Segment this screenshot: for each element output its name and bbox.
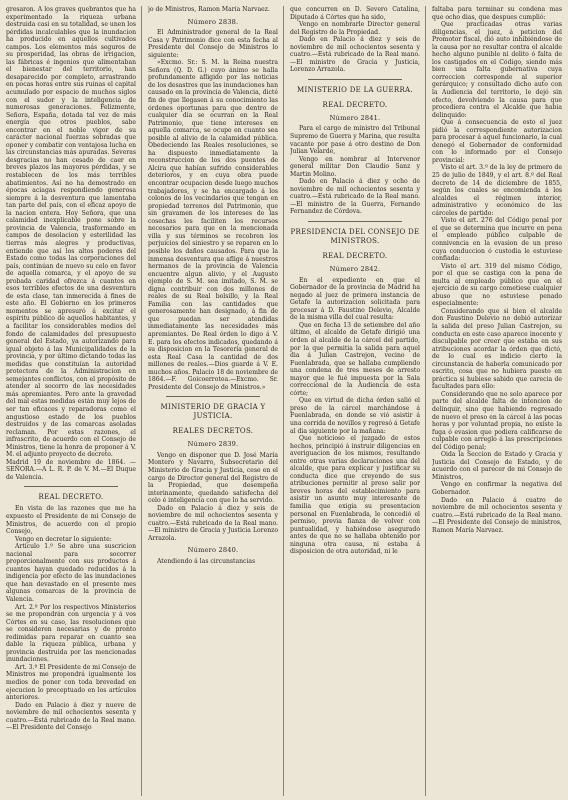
paragraph: Considerando que no solo aparece por parte del alcalde falta de intencion de delinquir, sino que habiendo regresado de nuevo el preso en la cárcel á las pocas horas y por voluntad propia, no existe la fuga ó evasion que podiera calificarse de culpable con arreglo á las prescripciones del Código penal; [432, 390, 562, 451]
paragraph: El Administrador general de la Real Casa y Patrimonio dice con esta fecha al Presidente del Consejo de Ministros lo siguiente: [148, 29, 278, 59]
section-heading: REAL DECRETO. [38, 493, 104, 502]
paragraph: Que noticioso el juzgado de estos hechos, principió á instruir diligencias en averiguacion de los mismos, resultando entre otras varias declaraciones una del alcalde, que para explicar y justificar su conducta dice que creyendo de sus atribuciones permitir al preso salir por breves horas del establecimiento para asistir un asunto muy interesante de familia que exigia su presentacion personal en Fuenlabrada, le concedió el permiso, previa fianza de volver con puntualidad, y habiéndose asegurado antes de que no se hallaba obtenido por ninguna otra causa, ni estaba á disposicion de otra autoridad, ni le [290, 435, 420, 556]
paragraph: Visto el art. 3.º de la ley de primero de 25 de julio de 1849, y el art. 8.º del Real decreto de 14 de diciembre de 1855, según los cuales se encomienda á los alcaldes el régimen interior, administrativo y económico de las cárceles de partido: [432, 164, 562, 217]
paragraph: Que á consecuencia de esto el juez pidió la correspondiente autorizacion para procesar á aquel funcionario, la cual denegó el Gobernador de conformidad con lo informado por el Consejo provincial: [432, 119, 562, 164]
column-1 [6, 6, 142, 796]
section-heading: REAL DECRETO. [322, 100, 388, 109]
paragraph: Dado en Palacio á diez y seis de noviembre de mil ochocientos sesenta y cuatro.—Está rubricado de la Real mano.—El ministro de Gracia y Justicia Lorenzo Arrazola. [148, 504, 278, 542]
paragraph: Que en virtud de dicha órden salió el preso de la cárcel marchándose á Fuenlabrada, en donde se vió asistir á una corrida de novillos y regresó á Getafe al dia siguiente por la mañana: [290, 397, 420, 435]
paragraph: Art. 2.º Por los respectivos Ministerios se me propondrán con urgencia y á vos Córtes en su caso, las resoluciones que se consideren necesarias y de pronto redimidas para reparar en cuanto sea dable la riqueza pública, urbana y provincia destruida por las mencionadas inundaciones. [6, 603, 136, 664]
column-2 [148, 6, 284, 796]
paragraph: jo de Ministros, Ramon María Narvaez. [148, 6, 270, 13]
paragraph: En vista de las razones que me ha expuesto el Presidente de mi Consejo de Ministros, de acuerdo con el propio Consejo, [6, 505, 136, 536]
section-divider [24, 486, 118, 487]
paragraph: Considerando que si bien el alcalde don Faustino Delevio no debió autorizar la salida del preso Julian Castrejon, su conducta en este caso aparece inocente y disculpable por creer que estaba en sus atribuciones acordar la órden que dictó, de lo cual es indicio cierto la circunstancia de haberla comunicado por escrito, cosa que no hubiera puesto en práctica si hubiese sabido que carecia de facultades para ello: [432, 307, 562, 391]
column-4 [432, 6, 562, 796]
decree-number: Número 2842. [329, 265, 381, 274]
paragraph: «Excmo. Sr.: S. M. la Reina nuestra Señora (Q. D. G.) cuyo ánimo se halla profundamente afligido por las noticias de los desastres que las inundaciones han causado en la provincia de Valencia, dicté fin de que llegasen á su conocimiento las órdenes oportunas para que dentro de cualquier día se ocurran en la Real Patrimonio, que tiene intereses en aquella comarca, se ocupe en cuanto sea posible al alivio de la calamidad pública. Obedeciendo las Reales resoluciones, se ha dispuesto inmediatamente la reconstruccion de los dos puentes de Alcira que habían sufrido considerables deterioros, y en cuya obra puede encontrar ocupacion desde luego muchos trabajadores, y se ha encargado á los colonos de los vecindarios que tengan en propiedad terrenos del Patrimonio, que sin gravamen de los intereses de las cosechas les faciliten los recursos necesarios para que en la mencionada villa y sus términos se recobren los perjuicios del siniestro y se reparen en lo posible los daños causados. Para que la inmensa desventura que aflige á nuestros hermanos de la provincia de Valencia encuentre algun alivio, y el Augusto ejemplo de S. M. sea imitado, S. M. se digna contribuir con dos millones de reales de su Real bolsillo, y la Real Familia con las cantidades que generosamente han designado, á fin de que puedan ser atendidas inmediatamente las necesidades más apremiantes. De Real órden lo digo á V. E. para los efectos indicados, quedando á su disposicion en la Tesorería general de esta Real Casa la cantidad de dos millones de reales.—Dios guarde á V. E. muchos años. Palacio 18 de noviembre de 1864.—F. Goicoerrotea.—Excmo. Sr. Presidente del Consejo de Ministros.» [148, 59, 278, 391]
paragraph: Visto el art. 319 del mismo Código, por el que se castiga con la pena de multa al empleado público que en el ejercicio de su cargo cometiese cualquier abuso que no estuviese penado especialmente: [432, 262, 562, 308]
paragraph: que concurren en D. Severo Catalina, Diputado á Córtes que ha sido, [290, 6, 420, 21]
ministry-heading: PRESIDENCIA DEL CONSEJO DE MINISTROS. [290, 228, 420, 246]
paragraph: Artículo 1.º Se abre una suscricion nacional para socorrer proporcionalmente con sus productos á cuantos hayan quedado reducidos á la indigencia por efecto de las inundaciones que han devastado en el presente mes algunas comarcas de la provincia de Valencia. [6, 543, 136, 604]
paragraph: Vengo en confirmar la negativa del Gobernador. [432, 481, 562, 496]
paragraph: En el expediente en que el Gobernador de la provincia de Madrid ha negado al juez de primera instancia de Getafe la autorizacion solicitada para procesar á D. Faustino Delevio, Alcalde de la misma villa del cual resulta: [290, 276, 420, 322]
paragraph: Vengo en nombrarle Director general del Registro de la Propiedad. [290, 21, 420, 36]
ministry-heading: MINISTERIO DE LA GUERRA. [297, 85, 413, 94]
paragraph: Oida la Seccion de Estado y Gracia y Justicia del Consejo de Estado, y de acuerdo con el parecer de mi Consejo de Ministros, [432, 451, 562, 481]
section-heading: REALES DECRETOS. [172, 427, 254, 436]
paragraph: gresaron. A los graves quebrantos que ha experimentado la riqueza urbana destruida casi en su totalidad, se unen los pérdidas incalculables que la inundacion ha producido en aquellos cultivados campos. Los elementos más seguros de su prosperidad, las obras de irrigacion, las fábricas é ingenios que alimentaban el bienestar del territorio, han desaparecido por completo, arrastrando en pocas horas entre sus ruinas el capital acumulado por espacio de muchos siglos con el sudor y la inteligencia de numerosas generaciones. Felizmente, Señora, España, dotada tal vez de más energía que otros pueblos, sabe encontrar en el noble vigor de su carácter nacional fuerzas sobradas que oponer y combatir con ventajosa lucha en las circunstancias más apuradas. Severas desgracias no han cesado de caer en breves plazos las mayores pérdidas, y se restablecen de los más terribles abatimientos. Así no ha demostrado en épocas aciagas respondiendo generosa siempre á la desventura que lamentaba tan parte del país, con el eficaz apoyo de la nacion entera. Hoy Señora, que una calamidad inexplicable pone sobre la provincia de Valencia, trasformando en campos de desolacion y esterilidad las tierras más alegres y productivas, entiende que así los altos poderes del Estado como todas las corporaciones del país, continúan de nuevo su celo en favor de aquella comarca, y el apoyo de su probada caridad ofrezca á cuantos en esos terribles efectos de una desventura de esta clase, tan inmerecida á fines de este año. El Gobierno en los primeros momentos se apresuró á excitar el espíritu público de aquellos habitantes, y a facilitar los considerables medios del fondo de calamidades del presupuesto general del Estado, ya autorizando para igual objeto á las Municipalidades de la provincia, y por último dictando todas las medidas que constituían la autoridad protectora de la Administracion en semejantes conflictos, con el propósito de atender al socorro de las necesidades más apremiantes. Pero ante la gravedad del mal estas medidas están muy lejos de ser tan eficaces y reparadoras como el angustioso estado de los pueblos destruidos y de las comarcas asoladas reclaman. Por estas razones, el infrascrito, de acuerdo con el Consejo de Ministros, tiene la honra de proponer á V. M. el adjunto proyecto de decreto. [6, 6, 136, 459]
paragraph: Dado en Palacio á diez y seis de noviembre de mil ochocientos sesenta y cuatro.—Está rubricado de la Real mano.—El ministro de Gracia y Justicia, Lorenzo Arrazola. [290, 36, 420, 74]
section-heading: REAL DECRETO. [322, 252, 388, 261]
paragraph: Visto el art. 276 del Código penal por el que se determina que incurre en pena el empleado público culpable de connivencia en la evasion de un preso cuya conduccion ó custodia le estuviese confiada: [432, 217, 562, 263]
decree-number: Número 2841. [329, 113, 381, 122]
paragraph: Para el cargo de ministro del Tribunal Supremo de Guerra y Marina, que resulta vacante por pase á otro destino de Don Julian Velarde, [290, 125, 420, 156]
paragraph: Vengo en nombrar al Intervenor general militar Don Claudio Sanz y Martin Molino. [290, 155, 420, 178]
decree-number: Número 2840. [187, 546, 239, 555]
paragraph: Dado en Palacio á diez y nueve de noviembre de mil ochocientos sesenta y cuatro.—Está rubricado de la Real mano.—El Presidente del Consejo [6, 701, 136, 732]
section-divider [166, 396, 260, 397]
decree-number: Número 2838. [187, 17, 239, 26]
column-3 [290, 6, 426, 796]
decree-number: Número 2839. [187, 440, 239, 449]
section-divider [308, 221, 402, 222]
paragraph: Art. 3.º El Presidente de mi Consejo de Ministros me propondrá igualmente los medios de poner con toda brevedad en ejecucion lo preceptuado en los artículos anteriores. [6, 663, 136, 702]
paragraph: Dado en Palacio á diez y ocho de noviembre de mil ochocientos sesenta y cuatro.—Está rubricado de la Real mano.—El ministro de la Guerra, Fernando Fernandez de Córdova. [290, 178, 420, 216]
paragraph: Vengo en decretar lo siguiente: [15, 535, 112, 543]
signature-line: Madrid 19 de noviembre de 1864. —SEÑORA.—A L. R. P. de V. M.—El Duque de Valencia. [6, 458, 136, 481]
paragraph: Atendiendo á las circunstancias [157, 558, 256, 565]
section-divider [308, 79, 402, 80]
paragraph: Vengo en disponer que D. José María Montero y Navarro, Subsecretario del Ministerio de Gracia y Justicia, cese en el cargo de Director general del Registro de la Propiedad, que desempeña interinamente, quedando satisfecha del celo é inteligencia con que lo ha servido. [148, 451, 278, 505]
ministry-heading: MINISTERIO DE GRACIA Y JUSTICIA. [160, 403, 266, 421]
paragraph: Que practicadas otras varias diligencias, el juez, á peticion del Promotor fiscal, dió auto inhibiéndose de la causa por no resultar contra el alcalde hecho alguno punible ni delito ó falta de los castigados en el Código, siendo más bien una falta gubernativa cuya correccion corresponde al superior gerárquico; y consultado dicho auto con la Audiencia del territorio, le dejó sin efecto, devolviendo la causa para que procediera contra el Alcalde que habia delinquido: [432, 21, 562, 119]
paragraph: Que en fecha 13 de setiembre del año último, el alcalde de Getafe dirigió una órden al alcalde de la cárcel del partido, por la que permitia la salida para aquel dia á Julian Castrejon, vecino de Fuenlabrada, que se hallaba cumpliendo una condena de tres meses de arresto mayor que le fué impuesta por la Sala correccional de la Audiencia de esta córte; [290, 321, 420, 397]
paragraph: Dado en Palacio á cuatro de noviembre de mil ochocientos sesenta y cuatro.—Está rubricado de la Real mano.—El Presidente del Consejo de ministros, Ramon María Narvaez. [432, 496, 562, 534]
paragraph: faltaba para terminar su condena mas que ocho dias, que despues cumplió: [432, 6, 562, 21]
